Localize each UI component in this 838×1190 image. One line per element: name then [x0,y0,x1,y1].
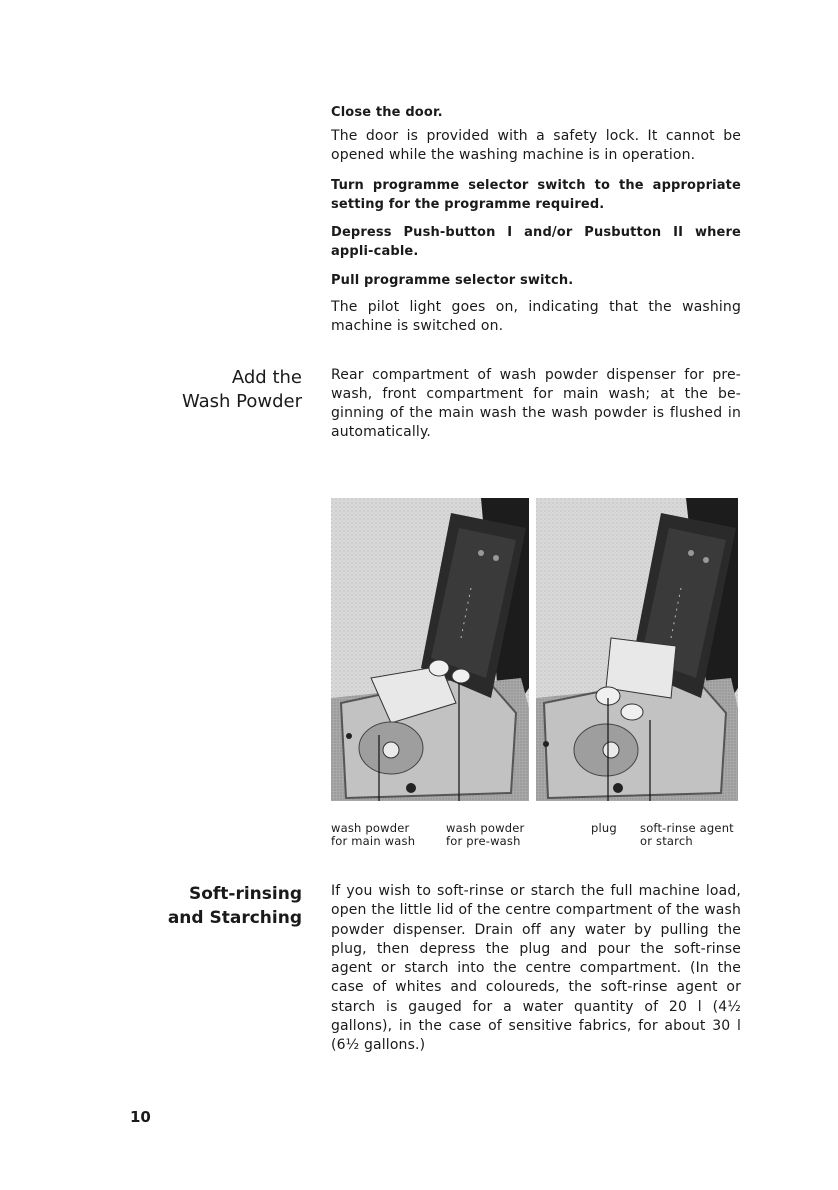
soft-rinsing-text: If you wish to soft-rinse or starch the full machine load, open the little lid of the centre compartment of the wash powder dispenser. Drain off any water by pulling the plug, then depress the plug and pour the soft-rinse agent or starch into the centre compartment. (In the case of whites and coloureds, the soft-rinse agent or starch is gauged for a water quantity of 20 l (4½ gallons), in the case of sensitive fabrics, for about 30 l (6½ gallons.) [331,883,741,1054]
safety-lock-text: The door is provided with a safety lock. It cannot be opened while the washing machine is in operation. [331,128,741,163]
step-close-door: Close the door. [331,105,443,120]
caption-plug: plug [591,821,617,835]
step-pull-selector: Pull programme selector switch. [331,273,574,288]
dispenser-photo-right [536,498,738,801]
step-depress-buttons: Depress Push-button I and/or Pusbutton II where appli-cable. [331,225,741,259]
caption-softrinse: soft-rinse agent or starch [640,821,734,848]
soft-rinsing-heading: Soft-rinsing and Starching [167,884,302,928]
wash-powder-heading: Add the Wash Powder [181,367,302,412]
pilot-light-text: The pilot light goes on, indicating that the washing machine is switched on. [331,299,741,334]
wash-powder-text: Rear compartment of wash powder dispenser for pre-wash, front compartment for main wash; at the be-ginning of the main wash the wash powder is flushed in automatically. [331,367,741,440]
step-turn-selector: Turn programme selector switch to the appropriate setting for the programme required. [331,178,741,212]
caption-pre-wash: wash powder for pre-wash [446,821,525,848]
page-number: 10 [130,1108,151,1126]
caption-main-wash: wash powder for main wash [331,821,416,848]
dispenser-photo-left [331,498,529,801]
